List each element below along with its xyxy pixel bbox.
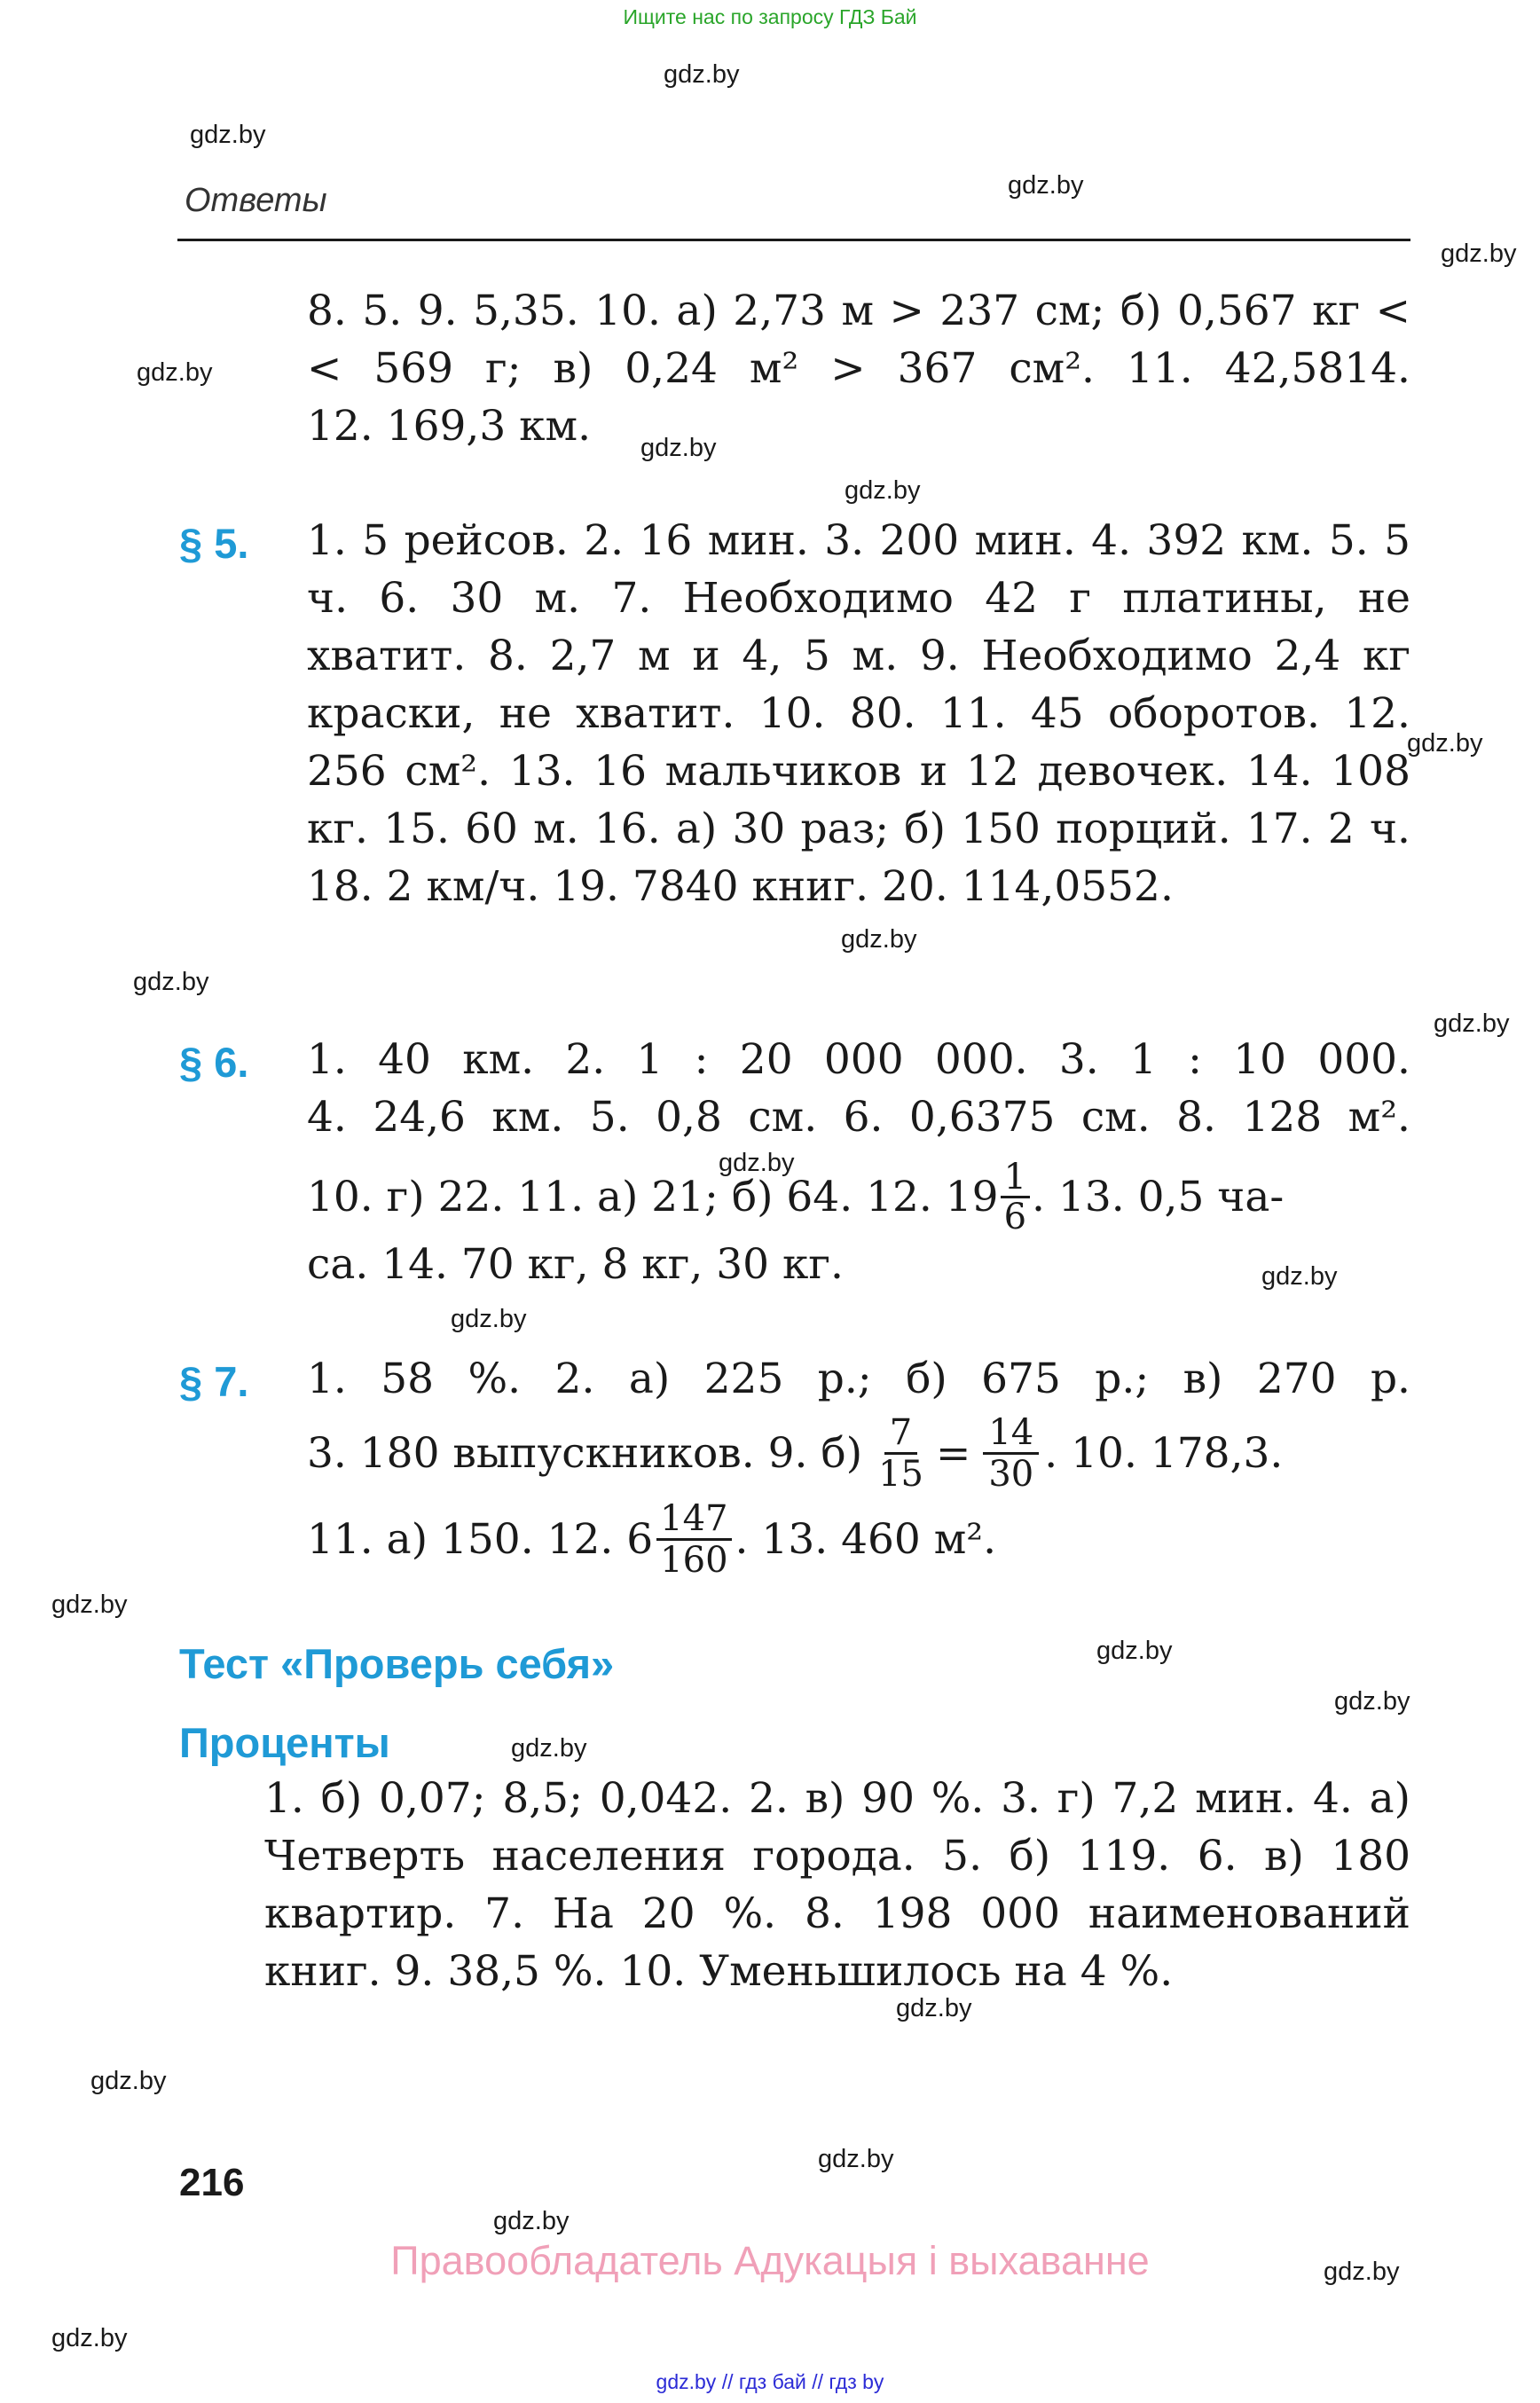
answer-fragment: . 10. 178,3. — [1044, 1428, 1284, 1478]
watermark: gdz.by — [719, 1149, 795, 1177]
top-banner[interactable]: Ищите нас по запросу ГДЗ Бай — [623, 5, 917, 28]
fraction — [656, 1499, 731, 1580]
answer-line: 1. 40 км. 2. 1 : 20 000 000. 3. 1 : 10 000. — [307, 1035, 1410, 1084]
answer-line: < 569 г; в) 0,24 м² > 367 см². 11. 42,5814. — [307, 344, 1410, 393]
page-number: 216 — [179, 2161, 245, 2204]
fraction — [878, 1413, 923, 1494]
answers-section-5 — [307, 512, 1410, 915]
section-label-7: § 7. — [179, 1358, 249, 1405]
answer-fragment: . 13. 0,5 ча- — [1032, 1172, 1285, 1221]
watermark: gdz.by — [493, 2207, 570, 2235]
watermark: gdz.by — [451, 1305, 527, 1333]
watermark: gdz.by — [1441, 240, 1517, 268]
watermark: gdz.by — [664, 60, 740, 89]
answers-block-4 — [307, 282, 1410, 455]
fraction — [1001, 1158, 1030, 1236]
section-label-5: § 5. — [179, 520, 249, 567]
answer-line — [307, 1413, 1410, 1494]
test-heading: Тест «Проверь себя» — [179, 1640, 615, 1687]
answers-section-7 — [307, 1350, 1410, 1580]
answer-line: 4. 24,6 км. 5. 0,8 см. 6. 0,6375 см. 8. 128 м². — [307, 1093, 1410, 1142]
watermark: gdz.by — [51, 2324, 128, 2352]
answer-line — [307, 1499, 1410, 1580]
watermark: gdz.by — [51, 1590, 128, 1619]
answer-line: са. 14. 70 кг, 8 кг, 30 кг. — [307, 1240, 844, 1289]
answer-fragment: 11. а) 150. 12. 6 — [307, 1514, 654, 1564]
watermark: gdz.by — [1434, 1009, 1510, 1038]
answer-text: 1. б) 0,07; 8,5; 0,042. 2. в) 90 %. 3. г) 7,2 мин. 4. а) Четверть населения города. 5. б) 119. 6. в) 180 квартир. 7. На 20 %. 8. 198 000 наименований книг. 9. 38,5 %. 10. Уменьшилось на 4 %. — [264, 1774, 1410, 1996]
fraction-numerator: 1 — [1001, 1158, 1030, 1198]
rights-holder: Правообладатель Адукацыя і выхаванне — [390, 2238, 1150, 2283]
watermark: gdz.by — [137, 358, 213, 387]
answer-line: 8. 5. 9. 5,35. 10. а) 2,73 м > 237 см; б) 0,567 кг < — [307, 287, 1410, 335]
watermark: gdz.by — [1334, 1687, 1410, 1716]
fraction-numerator: 147 — [656, 1499, 731, 1541]
watermark: gdz.by — [90, 2067, 167, 2095]
watermark: gdz.by — [896, 1994, 972, 2022]
answer-line: 1. 58 %. 2. а) 225 р.; б) 675 р.; в) 270 р. — [307, 1355, 1410, 1403]
watermark: gdz.by — [133, 968, 209, 996]
answer-line: 12. 169,3 км. — [307, 402, 592, 451]
footer-links[interactable]: gdz.by // гдз бай // гдз by — [656, 2370, 884, 2393]
watermark: gdz.by — [818, 2145, 894, 2173]
watermark: gdz.by — [845, 476, 921, 505]
watermark: gdz.by — [190, 121, 266, 149]
watermark: gdz.by — [841, 925, 917, 954]
header-rule — [177, 239, 1410, 241]
watermark: gdz.by — [640, 434, 717, 462]
fraction-denominator: 6 — [1003, 1197, 1027, 1237]
answer-fragment: 10. г) 22. 11. а) 21; б) 64. 12. 19 — [307, 1172, 999, 1221]
watermark: gdz.by — [1407, 729, 1483, 758]
answer-fragment: 3. 180 выпускников. 9. б) — [307, 1428, 863, 1478]
fraction-numerator: 7 — [884, 1413, 917, 1455]
answers-section-6 — [307, 1031, 1410, 1293]
test-answers — [264, 1770, 1410, 2000]
fraction — [983, 1413, 1039, 1494]
equals-sign: = — [935, 1428, 971, 1478]
fraction-denominator: 160 — [660, 1540, 728, 1581]
watermark: gdz.by — [1261, 1262, 1338, 1291]
watermark: gdz.by — [1008, 171, 1084, 200]
watermark: gdz.by — [1324, 2258, 1400, 2286]
running-header: Ответы — [185, 182, 327, 219]
answer-fragment: . 13. 460 м². — [735, 1514, 997, 1564]
fraction-denominator: 15 — [878, 1454, 923, 1495]
fraction-numerator: 14 — [983, 1413, 1039, 1455]
answer-text: 1. 5 рейсов. 2. 16 мин. 3. 200 мин. 4. 392 км. 5. 5 ч. 6. 30 м. 7. Необходимо 42 г платины, не хватит. 8. 2,7 м и 4, 5 м. 9. Необходимо 2,4 кг краски, не хватит. 10. 80. 11. 45 оборотов. 12. 256 см². 13. 16 мальчиков и 12 девочек. 14. 108 кг. 15. 60 м. 16. а) 30 раз; б) 150 порций. 17. 2 ч. 18. 2 км/ч. 19. 7840 книг. 20. 114,0552. — [307, 516, 1410, 911]
fraction-denominator: 30 — [988, 1454, 1034, 1495]
percent-heading: Проценты — [179, 1719, 390, 1766]
watermark: gdz.by — [1096, 1637, 1173, 1665]
section-label-6: § 6. — [179, 1039, 249, 1086]
watermark: gdz.by — [511, 1734, 587, 1763]
answer-line — [307, 1158, 1410, 1236]
